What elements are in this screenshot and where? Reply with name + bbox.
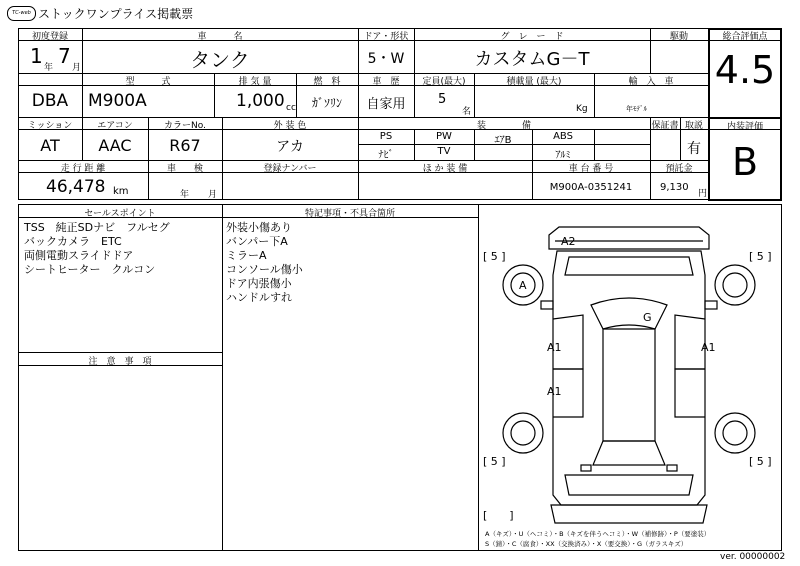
kg-unit: Kg <box>576 104 588 114</box>
label-color-no: カラーNo. <box>164 121 206 131</box>
manual-value: 有 <box>687 141 701 157</box>
tire-front-right <box>715 265 755 305</box>
right-rear-door-outline <box>675 369 705 417</box>
label-equipment: 装 備 <box>476 121 531 131</box>
label-fuel: 燃 料 <box>313 77 341 87</box>
aircon-value: AAC <box>98 136 132 155</box>
first-reg-year: 1 <box>30 44 43 68</box>
frame-no-value: M900A-0351241 <box>549 182 633 193</box>
label-warranty: 保証書 <box>651 121 679 131</box>
label-door-type: ドア・形状 <box>363 32 409 42</box>
model-year-unit: 年ﾓﾃﾞﾙ <box>626 105 647 113</box>
mileage-value: 46,478 <box>46 177 106 197</box>
label-interior-score: 内装評価 <box>726 122 763 132</box>
label-load: 積載量 (最大) <box>506 77 562 87</box>
label-model: 型 式 <box>125 77 171 87</box>
car-damage-diagram <box>479 205 781 550</box>
label-import: 輸 入 車 <box>628 77 674 87</box>
left-mirror <box>541 301 553 309</box>
right-mirror <box>705 301 717 309</box>
list-item: 両側電動スライドドア <box>24 249 134 262</box>
tire-label-rr: [ 5 ] <box>749 455 772 468</box>
tire-rear-right <box>715 413 755 453</box>
cc-unit: cc <box>286 103 296 113</box>
equip-ps: PS <box>379 131 393 142</box>
tire-label-fl: [ 5 ] <box>483 250 506 263</box>
equip-abs: ABS <box>553 131 573 142</box>
list-item: ミラーA <box>226 249 267 262</box>
list-item: TSS 純正SDナビ フルセグ <box>24 221 170 234</box>
car-name-value: タンク <box>190 48 250 72</box>
label-aircon: エアコン <box>97 121 133 131</box>
equip-pw: PW <box>436 131 452 142</box>
tire-label-fr: [ 5 ] <box>749 250 772 263</box>
list-item: バンパー下A <box>226 235 288 248</box>
label-car-name: 車 名 <box>197 32 243 42</box>
form-title: ストックワンプライス掲載票 <box>38 7 194 21</box>
grade-value: カスタムG－T <box>474 49 590 70</box>
label-capacity: 定員(最大) <box>422 77 466 87</box>
model-prefix-value: DBA <box>31 91 69 111</box>
label-mission: ミッション <box>27 121 73 131</box>
interior-score-value: B <box>731 140 759 184</box>
list-item: 外装小傷あり <box>226 221 292 234</box>
label-overall-score: 総合評価点 <box>722 32 768 42</box>
yen-unit: 円 <box>698 189 708 199</box>
mark-front-bumper: A2 <box>561 235 576 248</box>
label-inspection: 車 検 <box>166 164 203 174</box>
equip-navi: ﾅﾋﾞ <box>378 150 394 161</box>
list-item: ハンドルすれ <box>226 291 292 304</box>
overall-score-value: 4.5 <box>714 48 776 92</box>
ext-color-value: アカ <box>276 139 304 155</box>
spare-label: [ ] <box>483 509 514 522</box>
label-history: 車 歴 <box>372 77 400 87</box>
list-item: コンソール傷小 <box>226 263 303 276</box>
equip-airbag: ｴｱB <box>494 135 512 146</box>
month-unit: 月 <box>72 63 82 73</box>
legend-line-2: S（錆）・C（腐食）・XX（交換済み）・X（要交換）・G（ガラスキズ） <box>485 540 688 548</box>
label-other-equip: ほ か 装 備 <box>422 164 468 174</box>
year-unit: 年 <box>44 63 54 73</box>
legend-line-1: A（キズ）・U（ヘコミ）・B（キズを伴うヘコミ）・W（補修跡）・P（要塗装） <box>485 530 711 538</box>
list-item: ドア内張傷小 <box>226 277 292 290</box>
model-value: M900A <box>88 91 147 111</box>
km-unit: km <box>113 186 129 197</box>
label-ext-color: 外 装 色 <box>273 121 307 131</box>
deposit-value: 9,130 <box>660 182 689 193</box>
mark-right-door: A1 <box>701 341 716 354</box>
tire-rear-left <box>503 413 543 453</box>
mark-rear-door: A1 <box>547 385 562 398</box>
person-unit: 名 <box>462 107 472 117</box>
tire-label-rl: [ 5 ] <box>483 455 506 468</box>
label-mileage: 走 行 距 離 <box>60 164 106 174</box>
sales-points-list <box>24 221 170 277</box>
insp-month-unit: 月 <box>208 190 218 200</box>
brand-logo: TC-web <box>7 6 36 21</box>
remarks-list <box>226 221 303 305</box>
label-deposit: 預託金 <box>665 164 693 174</box>
insp-year-unit: 年 <box>180 190 190 200</box>
label-displacement: 排 気 量 <box>238 77 272 87</box>
equip-tv: TV <box>437 146 451 157</box>
label-drive: 駆動 <box>669 32 688 42</box>
fuel-value: ｶﾞｿﾘﾝ <box>311 96 342 110</box>
displacement-value: 1,000 <box>236 91 285 111</box>
label-grade: グ レ ー ド <box>500 32 564 42</box>
mark-front-left-tire: A <box>519 279 527 292</box>
hood-outline <box>565 257 693 275</box>
rear-bumper-outline <box>551 505 707 523</box>
rear-window-outline <box>593 441 665 465</box>
capacity-value: 5 <box>438 92 447 107</box>
mission-value: AT <box>40 136 60 155</box>
color-no-value: R67 <box>169 136 201 155</box>
mark-roof: G <box>643 311 652 324</box>
first-reg-month: 7 <box>58 44 71 68</box>
label-frame-no: 車 台 番 号 <box>568 164 614 174</box>
label-remarks: 特記事項・不具合箇所 <box>304 209 395 219</box>
label-first-reg: 初度登録 <box>31 32 68 42</box>
version-label: ver. 00000002 <box>720 552 786 562</box>
windshield-outline <box>591 298 667 329</box>
label-plate: 登録ナンバー <box>263 164 317 174</box>
label-manual: 取説 <box>684 121 703 131</box>
list-item: バックカメラ ETC <box>24 235 122 248</box>
roof-outline <box>603 329 655 441</box>
equip-alloy: ｱﾙﾐ <box>555 150 571 161</box>
list-item: シートヒーター クルコン <box>24 263 156 276</box>
door-type-value: 5・W <box>367 51 405 67</box>
history-value: 自家用 <box>366 97 406 112</box>
label-sales-points: セールスポイント <box>84 209 156 219</box>
body-outline <box>553 251 705 505</box>
mark-left-door: A1 <box>547 341 562 354</box>
label-notes: 注 意 事 項 <box>88 357 152 367</box>
tailgate-outline <box>565 475 693 495</box>
